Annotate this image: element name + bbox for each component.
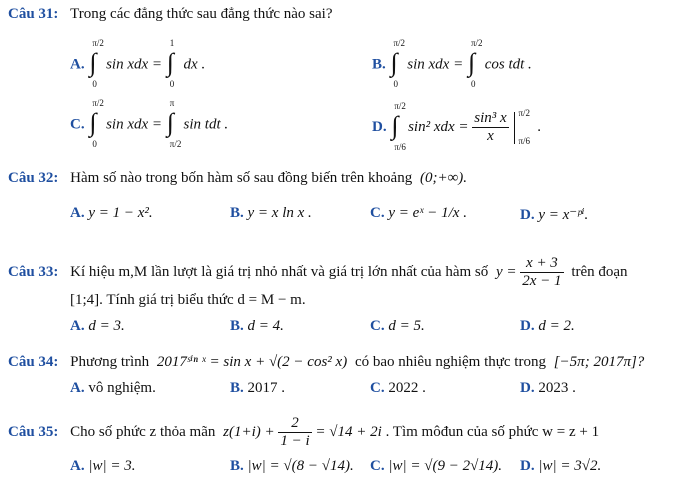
q31-option-d-letter: D.: [372, 118, 387, 135]
integral-symbol: ∫ π/2 0: [89, 98, 104, 149]
q34-option-b[interactable]: [230, 380, 285, 397]
q31-option-d-fraction: $\frac{\text{sin³ x}}{x}$: [474, 110, 507, 144]
q32-option-c[interactable]: [370, 205, 467, 222]
q34-text2: có bao nhiêu nghiệm thực trong: [354, 354, 546, 370]
q33-text1: Kí hiệu m,M lần lượt là giá trị nhỏ nhất và giá trị lớn nhất của hàm số: [70, 263, 489, 280]
evaluation-bar: π/2 π/6: [514, 112, 533, 144]
q34-option-c-letter: C.: [370, 380, 385, 396]
integral-symbol: ∫ π/2 0: [390, 38, 406, 89]
q32-option-d[interactable]: [520, 205, 588, 224]
q34-option-a[interactable]: [70, 380, 156, 397]
q35-option-c[interactable]: [370, 458, 502, 475]
q33-text2: trên đoạn: [571, 263, 628, 280]
q34-option-d-letter: D.: [520, 380, 535, 396]
q31-option-b-left: sin xdx =: [407, 56, 464, 73]
q33-option-c-letter: C.: [370, 318, 385, 334]
q33-func-lhs: y =: [496, 263, 517, 280]
q33-fraction: $\frac{x + 3}{2x - 1}$: [522, 255, 562, 289]
q31-option-c-left: sin xdx =: [106, 116, 163, 133]
q31-option-a[interactable]: [70, 38, 206, 89]
q34-option-d[interactable]: [520, 380, 576, 397]
q35-option-a-text: |w| = 3.: [88, 458, 136, 474]
q33-option-b-letter: B.: [230, 318, 244, 334]
q35-header: [8, 415, 599, 450]
q31-option-c-letter: C.: [70, 116, 85, 133]
q34-option-b-text: 2017 .: [247, 380, 286, 396]
q33-option-d-letter: D.: [520, 318, 535, 334]
q32-option-d-letter: D.: [520, 207, 535, 223]
q35-equation-lhs: z(1+i) +: [223, 423, 275, 440]
q33-option-a-text: d = 3.: [88, 318, 125, 334]
q35-option-b[interactable]: [230, 458, 354, 475]
q34-option-d-text: 2023 .: [538, 380, 576, 396]
q35-label: Câu 35:: [8, 423, 59, 440]
q31-option-a-right: dx .: [183, 56, 206, 73]
q35-option-d[interactable]: [520, 458, 601, 475]
q32-option-b-letter: B.: [230, 205, 244, 221]
q31-option-d-left: sin² xdx =: [408, 118, 469, 135]
q33-text3: [1;4]. Tính giá trị biểu thức d = M − m.: [70, 292, 306, 308]
q32-option-b[interactable]: [230, 205, 312, 222]
q35-text1: Cho số phức z thỏa mãn: [70, 423, 216, 440]
q35-option-d-letter: D.: [520, 458, 535, 474]
q34-header: [8, 352, 644, 371]
q32-interval: (0;+∞).: [419, 170, 468, 186]
q33-option-b[interactable]: [230, 318, 284, 335]
q33-option-a[interactable]: [70, 318, 125, 335]
q32-option-a-letter: A.: [70, 205, 85, 221]
q33-header: [8, 255, 628, 290]
q35-option-a[interactable]: [70, 458, 135, 475]
q32-text: Hàm số nào trong bốn hàm số sau đồng biến trên khoảng: [70, 170, 413, 186]
q32-label: Câu 32:: [8, 170, 59, 186]
q31-header: [8, 6, 332, 23]
q31-option-b-letter: B.: [372, 56, 386, 73]
integral-symbol: ∫ π π/2: [166, 98, 182, 149]
q31-option-b-right: cos tdt .: [484, 56, 532, 73]
q32-option-c-letter: C.: [370, 205, 385, 221]
q32-option-c-text: y = eˣ − 1/x .: [388, 205, 467, 221]
q31-text: Trong các đẳng thức sau đẳng thức nào sai?: [70, 6, 333, 22]
q33-option-b-text: d = 4.: [247, 318, 284, 334]
q35-option-b-text: |w| = √(8 − √14).: [247, 458, 354, 474]
q34-option-b-letter: B.: [230, 380, 244, 396]
q34-range: [−5π; 2017π]?: [553, 354, 645, 370]
q35-fraction: $\frac{2}{1 - i}$: [280, 415, 310, 449]
q31-option-c[interactable]: [70, 98, 229, 149]
q35-option-b-letter: B.: [230, 458, 244, 474]
q34-option-a-letter: A.: [70, 380, 85, 396]
q34-label: Câu 34:: [8, 354, 59, 370]
integral-symbol: ∫ π/2 0: [89, 38, 104, 89]
q34-equation: 2017ˢⁱⁿ ˣ = sin x + √(2 − cos² x): [156, 354, 348, 370]
q35-option-d-text: |w| = 3√2.: [538, 458, 602, 474]
q35-option-a-letter: A.: [70, 458, 85, 474]
q35-equation-rhs: = √14 + 2i: [315, 423, 382, 440]
q35-option-c-text: |w| = √(9 − 2√14).: [388, 458, 503, 474]
q33-option-c-text: d = 5.: [388, 318, 425, 334]
q31-label: Câu 31:: [8, 6, 59, 22]
q33-label: Câu 33:: [8, 263, 59, 280]
integral-symbol: ∫ π/2 0: [467, 38, 483, 89]
q34-option-a-text: vô nghiệm.: [88, 380, 156, 396]
q35-option-c-letter: C.: [370, 458, 385, 474]
q33-option-c[interactable]: [370, 318, 425, 335]
q32-option-a-text: y = 1 − x².: [88, 205, 153, 221]
q33-option-a-letter: A.: [70, 318, 85, 334]
q34-text1: Phương trình: [70, 354, 150, 370]
q31-option-b[interactable]: [372, 38, 532, 89]
integral-symbol: ∫ 1 0: [166, 38, 175, 89]
q33-option-d-text: d = 2.: [538, 318, 575, 334]
q31-option-d[interactable]: D. ∫ π/2 π/6 sin² xdx = $\frac{\text{sin³ x}}{x}$ π/2 π/6 .: [372, 100, 541, 152]
integral-symbol: ∫ π/2 π/6: [391, 100, 406, 152]
q32-header: [8, 170, 467, 187]
q31-option-a-letter: A.: [70, 56, 85, 73]
q31-option-a-left: sin xdx =: [106, 56, 163, 73]
q33-option-d[interactable]: [520, 318, 575, 335]
q34-option-c[interactable]: [370, 380, 426, 397]
q32-option-b-text: y = x ln x .: [247, 205, 312, 221]
q31-option-c-right: sin tdt .: [183, 116, 229, 133]
q32-option-d-text: y = x⁻ᵖⁱ.: [538, 207, 589, 223]
q34-option-c-text: 2022 .: [388, 380, 426, 396]
q32-option-a[interactable]: [70, 205, 153, 222]
q35-text2: . Tìm môđun của số phức w = z + 1: [385, 423, 600, 440]
